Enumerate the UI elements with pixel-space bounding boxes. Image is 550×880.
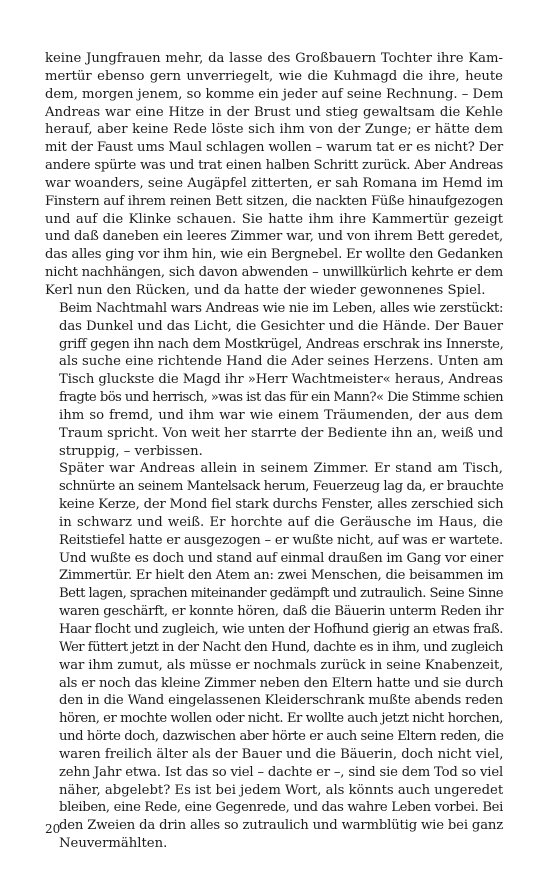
text-line: näher, abgelebt? Es ist bei jedem Wort, als könnts auch ungeredet — [59, 782, 504, 798]
paragraph — [45, 50, 503, 300]
text-line: griff gegen ihn nach dem Mostkrügel, Andreas erschrak ins Innerste, — [59, 336, 504, 352]
text-line: Tisch gluckste die Magd ihr »Herr Wachtmeister« heraus, Andreas — [59, 372, 503, 388]
text-line: Wer füttert jetzt in der Nacht den Hund, dachte es in ihm, und zugleich — [59, 639, 504, 655]
text-line: waren freilich älter als der Bauer und die Bäuerin, doch nicht viel, — [59, 746, 504, 762]
text-line: dem, morgen jenem, so komme ein jeder auf seine Rechnung. – Dem — [45, 86, 504, 102]
text-line: schnürte an seinem Mantelsack herum, Feuerzeug lag da, er brauchte — [59, 479, 504, 495]
text-line: Finstern auf ihrem reinen Bett sitzen, die nackten Füße hinaufgezogen — [45, 193, 504, 209]
text-line: waren geschärft, er konnte hören, daß die Bäuerin unterm Reden ihr — [59, 604, 504, 620]
text-line: Andreas war eine Hitze in der Brust und stieg gewaltsam die Kehle — [45, 104, 503, 120]
text-line: als er noch das kleine Zimmer neben den Eltern hatte und sie durch — [59, 675, 504, 691]
text-line: herauf, aber keine Rede löste sich ihm von der Zunge; er hätte dem — [45, 122, 503, 138]
text-line: war ihm zumut, als müsse er nochmals zurück in seine Knabenzeit, — [59, 657, 504, 673]
text-line: und auf die Klinke schauen. Sie hatte ihm ihre Kammertür gezeigt — [45, 211, 503, 227]
text-line: das alles ging vor ihm hin, wie ein Bergnebel. Er wollte den Gedanken — [45, 247, 504, 263]
text-line: Neuvermählten. — [59, 836, 168, 852]
text-line: den Zweien da drin alles so zutraulich und warmblütig wie bei ganz — [59, 818, 503, 834]
paragraph — [45, 460, 503, 853]
text-line: hören, er mochte wollen oder nicht. Er wollte auch jetzt nicht horchen, — [59, 711, 503, 727]
text-line: bleiben, eine Rede, eine Gegenrede, und das wahre Leben vorbei. Bei — [59, 800, 503, 816]
text-line: Traum spricht. Von weit her starrte der Bediente ihn an, weiß und — [59, 425, 504, 441]
text-line: Reitstiefel hatte er ausgezogen – er wußte nicht, auf was er wartete. — [59, 532, 503, 548]
text-line: als suche eine richtende Hand die Ader seines Herzens. Unten am — [59, 354, 504, 370]
page-number: 20 — [45, 822, 61, 836]
body-text — [45, 50, 503, 853]
text-line: Und wußte es doch und stand auf einmal draußen im Gang vor einer — [59, 550, 504, 566]
text-line: den in die Wand eingelassenen Kleiderschrank mußte abends reden — [59, 693, 504, 709]
text-line: keine Kerze, der Mond fiel stark durchs Fenster, alles zerschied sich — [59, 497, 504, 513]
text-line: struppig, – verbissen. — [59, 443, 203, 459]
text-line: nicht nachhängen, sich davon abwenden – unwillkürlich kehrte er dem — [45, 265, 503, 281]
text-line: Kerl nun den Rücken, und da hatte der wieder gewonnenes Spiel. — [45, 282, 486, 298]
text-line: Zimmertür. Er hielt den Atem an: zwei Menschen, die beisammen im — [59, 568, 504, 584]
text-line: mit der Faust ums Maul schlagen wollen – warum tat er es nicht? Der — [45, 140, 503, 156]
text-line: und hörte doch, dazwischen aber hörte er auch seine Eltern reden, die — [59, 729, 504, 745]
text-line: keine Jungfrauen mehr, da lasse des Großbauern Tochter ihre Kam- — [45, 51, 503, 66]
text-line: Beim Nachtmahl wars Andreas wie nie im Leben, alles wie zerstückt: — [59, 300, 504, 316]
text-line: in schwarz und weiß. Er horchte auf die Geräusche im Haus, die — [59, 514, 503, 530]
text-line: fragte bös und herrisch, »was ist das für ein Mann?« Die Stimme schien — [59, 390, 503, 406]
text-line: Bett lagen, sprachen miteinander gedämpft und zutraulich. Seine Sinne — [59, 586, 504, 602]
text-line: das Dunkel und das Licht, die Gesichter und die Hände. Der Bauer — [59, 318, 503, 334]
text-line: zehn Jahr etwa. Ist das so viel – dachte er –, sind sie dem Tod so viel — [59, 764, 503, 780]
text-line: Später war Andreas allein in seinem Zimmer. Er stand am Tisch, — [59, 461, 503, 477]
text-line: andere spürte was und trat einen halben Schritt zurück. Aber Andreas — [45, 158, 504, 174]
text-line: mertür ebenso gern unverriegelt, wie die Kuhmagd die ihre, heute — [45, 68, 503, 84]
text-line: Haar flocht und zugleich, wie unten der Hofhund gierig an etwas fraß. — [59, 622, 504, 637]
text-line: ihm so fremd, und ihm war wie einem Träumenden, der aus dem — [59, 407, 503, 423]
text-line: und daß daneben ein leeres Zimmer war, und von ihrem Bett geredet, — [45, 229, 503, 245]
text-line: war woanders, seine Augäpfel zitterten, er sah Romana im Hemd im — [45, 175, 504, 191]
paragraph — [45, 300, 503, 461]
